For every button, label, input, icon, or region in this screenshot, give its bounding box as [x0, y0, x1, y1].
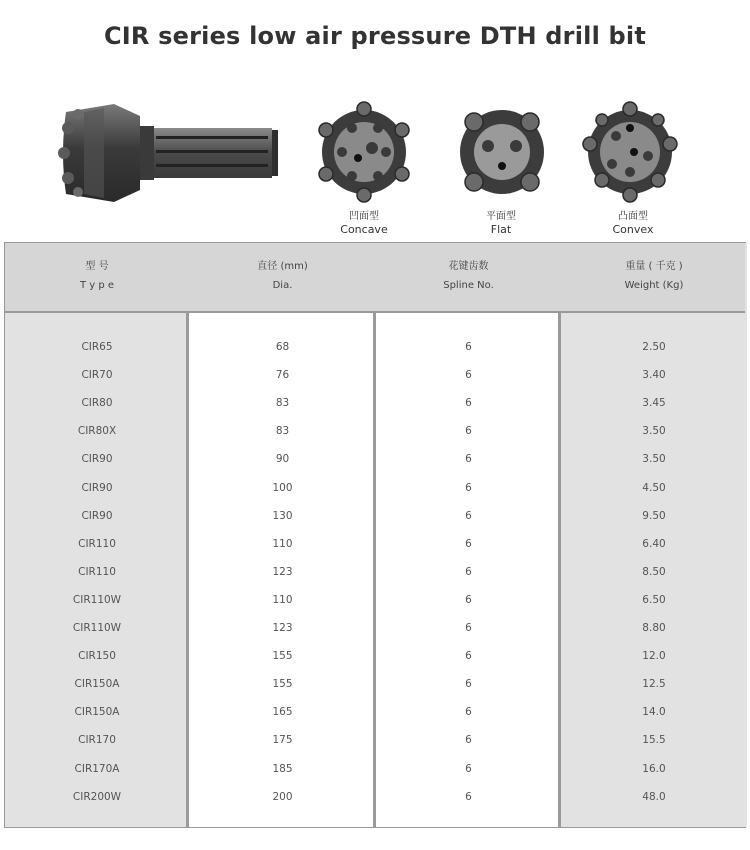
cell-weight: 12.0	[642, 650, 666, 663]
cell-weight: 2.50	[642, 341, 666, 353]
cell-type: CIR200W	[72, 790, 122, 803]
cell-weight: 3.50	[642, 425, 666, 438]
cell-diameter: 100	[272, 481, 293, 494]
cell-spline: 6	[465, 678, 472, 691]
cell-spline: 6	[465, 425, 472, 438]
cell-spline: 6	[465, 481, 472, 494]
cell-weight: 3.40	[642, 369, 666, 382]
cell-type: CIR110W	[72, 593, 122, 606]
cell-spline: 6	[465, 537, 472, 550]
header-weight-zh: 重量 ( 千克 )	[625, 261, 683, 272]
cell-weight: 6.50	[642, 593, 666, 606]
header-diameter-en: Dia.	[272, 280, 293, 291]
cell-weight: 3.45	[642, 397, 666, 410]
convex-label-en: Convex	[612, 223, 654, 236]
cell-weight: 12.5	[642, 678, 666, 691]
cell-diameter: 90	[275, 453, 290, 466]
cell-weight: 15.5	[642, 734, 666, 747]
cell-type: CIR110	[78, 537, 116, 550]
cell-diameter: 76	[275, 369, 290, 382]
cell-weight: 48.0	[642, 790, 666, 803]
drill-bit-side-view-image	[56, 98, 281, 208]
cell-spline: 6	[465, 565, 472, 578]
header-spline	[376, 257, 561, 295]
cell-spline: 6	[465, 397, 472, 410]
page-title: CIR series low air pressure DTH drill bit	[103, 22, 647, 50]
cell-type: CIR170	[78, 734, 116, 747]
cell-spline: 6	[465, 453, 472, 466]
header-diameter	[189, 257, 376, 295]
cell-weight: 8.80	[642, 622, 666, 634]
cell-weight: 16.0	[642, 762, 666, 775]
cell-weight: 14.0	[642, 706, 666, 719]
cell-diameter: 175	[272, 734, 293, 747]
cell-type: CIR90	[81, 509, 113, 522]
cell-type: CIR65	[81, 341, 113, 353]
cell-weight: 9.50	[642, 509, 666, 522]
cell-diameter: 83	[275, 397, 290, 410]
cell-type: CIR170A	[74, 762, 120, 775]
cell-type: CIR150	[78, 650, 116, 663]
convex-face-image	[578, 100, 682, 204]
cell-diameter: 110	[272, 593, 293, 606]
cell-diameter: 123	[272, 622, 293, 634]
cell-spline: 6	[465, 762, 472, 775]
cell-diameter: 200	[272, 790, 293, 803]
cell-type: CIR110W	[72, 622, 122, 634]
cell-diameter: 110	[272, 537, 293, 550]
cell-spline: 6	[465, 369, 472, 382]
header-type	[5, 257, 189, 295]
cell-diameter: 68	[275, 341, 290, 353]
product-illustrations	[0, 90, 750, 240]
cell-diameter: 123	[272, 565, 293, 578]
cell-type: CIR80	[81, 397, 113, 410]
cell-type: CIR150A	[74, 678, 120, 691]
header-spline-en: Spline No.	[443, 280, 494, 291]
cell-weight: 6.40	[642, 537, 666, 550]
cell-diameter: 165	[272, 706, 293, 719]
header-spline-zh: 花键齿数	[448, 261, 489, 272]
concave-label-en: Concave	[340, 223, 388, 236]
concave-face-image	[312, 100, 416, 204]
cell-type: CIR110	[78, 565, 116, 578]
cell-weight: 4.50	[642, 481, 666, 494]
cell-spline: 6	[465, 593, 472, 606]
flat-label-zh: 平面型	[486, 211, 516, 222]
header-type-en: T y p e	[79, 280, 115, 291]
cell-weight: 8.50	[642, 565, 666, 578]
cell-spline: 6	[465, 622, 472, 634]
spec-table	[4, 242, 746, 828]
cell-spline: 6	[465, 341, 472, 353]
concave-label-zh: 凹面型	[349, 211, 379, 222]
flat-face-image	[450, 100, 554, 204]
cell-spline: 6	[465, 790, 472, 803]
flat-label-en: Flat	[490, 223, 512, 236]
cell-type: CIR150A	[74, 706, 120, 719]
convex-label-zh: 凸面型	[618, 211, 648, 222]
cell-diameter: 130	[272, 509, 293, 522]
cell-weight: 3.50	[642, 453, 666, 466]
cell-type: CIR90	[81, 481, 113, 494]
cell-type: CIR80X	[77, 425, 117, 438]
header-weight	[561, 257, 747, 295]
header-type-zh: 型 号	[85, 261, 109, 272]
cell-type: CIR90	[81, 453, 113, 466]
cell-spline: 6	[465, 706, 472, 719]
cell-spline: 6	[465, 650, 472, 663]
cell-diameter: 83	[275, 425, 290, 438]
cell-spline: 6	[465, 734, 472, 747]
header-diameter-zh: 直径 (mm)	[257, 261, 308, 272]
cell-spline: 6	[465, 509, 472, 522]
header-weight-en: Weight (Kg)	[624, 280, 684, 291]
cell-diameter: 155	[272, 678, 293, 691]
cell-type: CIR70	[81, 369, 113, 382]
cell-diameter: 185	[272, 762, 293, 775]
cell-diameter: 155	[272, 650, 293, 663]
